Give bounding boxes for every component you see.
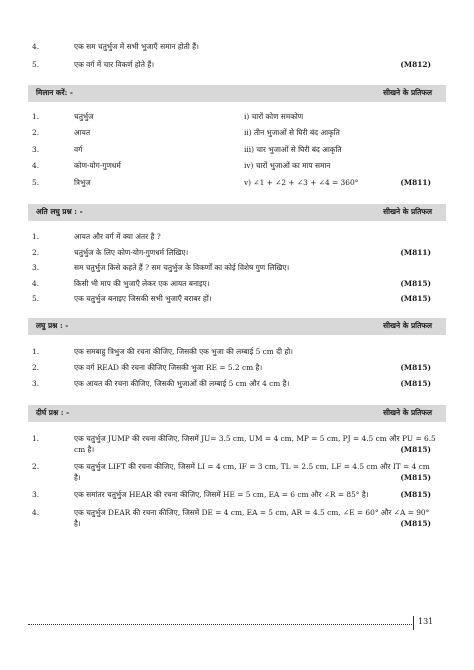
item-text: एक वर्ग में चार विकर्ण होते हैं। xyxy=(74,60,154,69)
footer-divider xyxy=(28,624,412,625)
section-outcome-label: सीखने के प्रतिफल xyxy=(383,207,432,216)
section-header-long xyxy=(28,405,446,422)
outcome-code: (M815) xyxy=(400,445,431,454)
footer-separator xyxy=(413,616,414,630)
section-header-short xyxy=(28,318,446,335)
section-outcome-label: सीखने के प्रतिफल xyxy=(383,408,432,417)
outcome-code: (M815) xyxy=(400,363,431,372)
outcome-code: (M811) xyxy=(400,178,431,187)
section-title: मिलान करें: - xyxy=(36,88,74,97)
section-header-match xyxy=(28,85,446,102)
outcome-code: (M815) xyxy=(400,379,431,388)
section-outcome-label: सीखने के प्रतिफल xyxy=(383,88,432,97)
outcome-code: (M815) xyxy=(400,519,431,528)
outcome-code: (M815) xyxy=(400,279,431,288)
item-text: एक सम चतुर्भुज में सभी भुजाएँ समान होती हैं। xyxy=(74,42,199,51)
outcome-code: (M815) xyxy=(400,294,431,303)
section-title: लघु प्रश्न : - xyxy=(36,321,69,330)
section-header-very-short xyxy=(28,204,446,221)
outcome-code: (M815) xyxy=(400,473,431,482)
section-title: दीर्घ प्रश्न : - xyxy=(36,408,70,417)
outcome-code: (M815) xyxy=(400,490,431,499)
section-outcome-label: सीखने के प्रतिफल xyxy=(383,321,432,330)
outcome-code: (M811) xyxy=(400,248,431,257)
page-number: 131 xyxy=(418,617,434,626)
outcome-code: (M812) xyxy=(400,60,431,69)
section-title: अति लघु प्रश्न : - xyxy=(36,207,83,216)
